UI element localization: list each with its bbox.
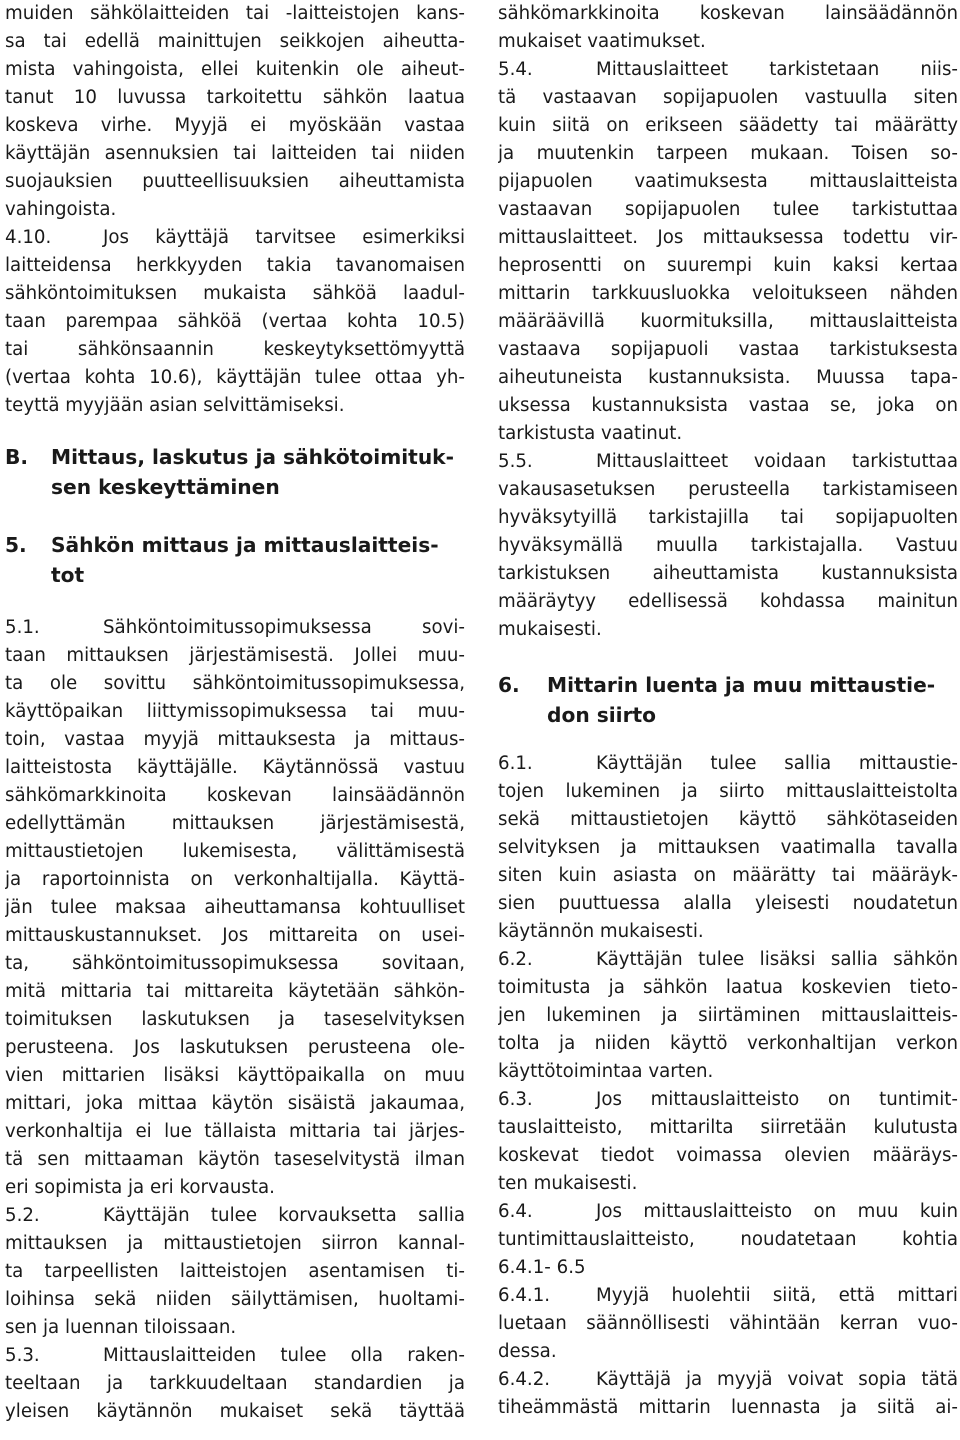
text-line: tojen lukeminen ja siirto mittauslaitteistolta — [498, 781, 958, 802]
text-line: tarkistuksen aiheuttamista kustannuksista — [498, 563, 958, 584]
text-line — [498, 56, 958, 84]
text-line: ta, sähköntoimitussopimuksessa sovitaan, — [5, 953, 465, 974]
text-line: koskevat tiedot voimassa olevien määräys- — [498, 1145, 958, 1166]
text-line: käyttöpaikan liittymissopimuksessa tai muu- — [5, 701, 465, 722]
text-span: Sähköntoimitussopimuksessa sovi- — [103, 617, 465, 638]
text-line: käytännön mukaisesti. — [498, 921, 704, 942]
text-line: luetaan säännöllisesti vähintään kerran vuo- — [498, 1313, 958, 1334]
text-span: Käyttäjän tulee lisäksi sallia sähkön — [596, 949, 958, 970]
text-line: yleisen käytännön mukaiset sekä täyttää — [5, 1401, 465, 1422]
text-line: tiheämmästä mittarin luennasta ja siitä ai- — [498, 1397, 958, 1418]
text-line: ja muutenkin tarpeen mukaan. Toisen so- — [498, 143, 958, 164]
section-number: 4.10. — [5, 227, 52, 248]
section-number: 5.1. — [5, 617, 40, 638]
text-line: mittauskustannukset. Jos mittareita on usei- — [5, 925, 465, 946]
text-line: siten kuin asiasta on määrätty tai määräyk- — [498, 865, 958, 886]
text-line: toin, vastaa myyjä mittauksesta ja mittaus- — [5, 729, 465, 750]
heading-text: Mittaus, laskutus ja sähkötoimituk- — [51, 445, 454, 469]
heading-b — [5, 442, 465, 472]
text-line — [5, 1202, 465, 1230]
section-number: 5.2. — [5, 1205, 40, 1226]
text-line — [5, 1342, 465, 1370]
paragraph-6-3 — [498, 1086, 958, 1198]
text-line: ten mukaisesti. — [498, 1173, 638, 1194]
heading-5 — [5, 530, 465, 560]
text-line: mista vahingoista, ellei kuitenkin ole aiheut- — [5, 59, 465, 80]
text-line: tarkistusta vaatinut. — [498, 423, 683, 444]
section-number: 5.5. — [498, 451, 533, 472]
text-line: aiheutuneista kustannuksista. Muussa tapa- — [498, 367, 958, 388]
text-line: uksessa kustannuksista vastaa se, joka on — [498, 395, 958, 416]
text-line: tai sähkönsaannin keskeytyksettömyyttä — [5, 339, 465, 360]
text-line: hyväksymällä muulla tarkistajalla. Vastuu — [498, 535, 958, 556]
text-line: 6.4.1- 6.5 — [498, 1257, 586, 1278]
text-line: jen lukeminen ja siirtäminen mittauslaitteis- — [498, 1005, 958, 1026]
text-span: Käyttäjän tulee korvauksetta sallia — [103, 1205, 465, 1226]
text-line: määräytyy edellisessä kohdassa mainitun — [498, 591, 958, 612]
section-number: 6.4.2. — [498, 1369, 551, 1390]
text-line — [498, 750, 958, 778]
heading-6-cont: don siirto — [547, 703, 657, 727]
text-line: hyväksytyillä tarkistajilla tai sopijapuolten — [498, 507, 958, 528]
text-line: verkonhaltija ei lue tällaista mittaria tai järjes- — [5, 1121, 465, 1142]
text-line: vien mittarien lisäksi käyttöpaikalla on muu — [5, 1065, 465, 1086]
text-line: sähkömarkkinoita koskevan lainsäädännön — [5, 785, 465, 806]
paragraph-4-9-continuation — [5, 0, 465, 224]
text-line: sähkömarkkinoita koskevan lainsäädännön — [498, 3, 958, 24]
text-line: tuntimittauslaitteisto, noudatetaan kohtia — [498, 1229, 958, 1250]
paragraph-4-10 — [5, 224, 465, 420]
text-line: sien puuttuessa alalla yleisesti noudatetun — [498, 893, 958, 914]
text-line: tä sen mittaaman käytön taseselvitystä ilman — [5, 1149, 465, 1170]
heading-b-cont: sen keskeyttäminen — [51, 475, 280, 499]
text-line: mittarin tarkkuusluokka veloitukseen nähden — [498, 283, 958, 304]
text-line: vastaava sopijapuoli vastaa tarkistuksesta — [498, 339, 958, 360]
text-line: eri sopimista ja eri korvausta. — [5, 1177, 275, 1198]
text-span: Mittauslaitteiden tulee olla raken- — [103, 1345, 465, 1366]
text-line: toimituksen laskutuksen ja taseselvityksen — [5, 1009, 465, 1030]
text-line: vastaavan sopijapuolen tulee tarkistuttaa — [498, 199, 958, 220]
section-number: 6.4.1. — [498, 1285, 551, 1306]
text-line: mittari, joka mittaa käytön sisäistä jakaumaa, — [5, 1093, 465, 1114]
text-line: perusteena. Jos laskutuksen perusteena ole- — [5, 1037, 465, 1058]
text-line — [5, 614, 465, 642]
right-column — [498, 0, 958, 1422]
text-span: Mittauslaitteet voidaan tarkistuttaa — [596, 451, 958, 472]
text-line: määräävillä kuormituksilla, mittauslaitteista — [498, 311, 958, 332]
text-line: mittaustietojen lukemisesta, välittämisestä — [5, 841, 465, 862]
text-line: tolta ja niiden käyttö verkonhaltijan verkon — [498, 1033, 958, 1054]
text-line: loihinsa sekä niiden säilyttämisen, huoltami- — [5, 1289, 465, 1310]
section-number: 6.4. — [498, 1201, 533, 1222]
text-line: edellyttämän mittauksen järjestämisestä, — [5, 813, 465, 834]
left-column — [5, 0, 465, 1426]
text-line: sähköntoimituksen mukaista sähköä laadul- — [5, 283, 465, 304]
text-line: laitteistosta käyttäjälle. Käytännössä vastuu — [5, 757, 465, 778]
section-number: 6.3. — [498, 1089, 533, 1110]
text-span: Käyttäjän tulee sallia mittaustie- — [596, 753, 958, 774]
text-line — [498, 1198, 958, 1226]
text-line: mitä mittaria tai mittareita käytetään sähkön- — [5, 981, 465, 1002]
text-line: jän tulee maksaa aiheuttamansa kohtuulliset — [5, 897, 465, 918]
paragraph-6-4 — [498, 1198, 958, 1282]
paragraph-5-3 — [5, 1342, 465, 1426]
text-line: käyttäjän asennuksien tai laitteiden tai niiden — [5, 143, 465, 164]
heading-5-cont: tot — [51, 563, 85, 587]
paragraph-6-2 — [498, 946, 958, 1086]
text-line: ta tarpeellisten laitteistojen asentamisen ti- — [5, 1261, 465, 1282]
heading-text: Mittarin luenta ja muu mittaustie- — [547, 673, 936, 697]
heading-number: 6. — [498, 673, 520, 697]
text-line: tä vastaavan sopijapuolen vastuulla siten — [498, 87, 958, 108]
text-line: vakausasetuksen perusteella tarkistamiseen — [498, 479, 958, 500]
text-line: ta ole sovittu sähköntoimitussopimuksessa, — [5, 673, 465, 694]
text-line: dessa. — [498, 1341, 557, 1362]
text-line: pijapuolen vaatimuksesta mittauslaitteista — [498, 171, 958, 192]
text-span: Jos mittauslaitteisto on muu kuin — [596, 1201, 958, 1222]
text-span: Mittauslaitteet tarkistetaan niis- — [596, 59, 958, 80]
text-line — [498, 1282, 958, 1310]
paragraph-5-5 — [498, 448, 958, 644]
paragraph-6-4-1 — [498, 1282, 958, 1366]
text-line — [5, 224, 465, 252]
text-line: kuin siitä on erikseen säädetty tai määrätty — [498, 115, 958, 136]
text-line — [498, 1366, 958, 1394]
text-line — [498, 448, 958, 476]
heading-6 — [498, 670, 958, 700]
section-number: 6.2. — [498, 949, 533, 970]
text-line: heprosentti on suurempi kuin kaksi kertaa — [498, 255, 958, 276]
heading-number: B. — [5, 445, 29, 469]
paragraph-5-3-continuation — [498, 0, 958, 56]
text-line: laitteidensa herkkyyden takia tavanomaisen — [5, 255, 465, 276]
text-line: ja raportoinnista on verkonhaltijalla. Käyttä- — [5, 869, 465, 890]
text-line: tanut 10 luvussa tarkoitettu sähkön laatua — [5, 87, 465, 108]
paragraph-6-4-2 — [498, 1366, 958, 1422]
heading-text: Sähkön mittaus ja mittauslaitteis- — [51, 533, 439, 557]
paragraph-6-1 — [498, 750, 958, 946]
text-line: mittauksen ja mittaustietojen siirron kannal- — [5, 1233, 465, 1254]
text-line: vahingoista. — [5, 199, 117, 220]
section-number: 5.4. — [498, 59, 533, 80]
text-line: mukaisesti. — [498, 619, 602, 640]
text-line: käyttötoimintaa varten. — [498, 1061, 714, 1082]
text-line: toimitusta ja sähkön laatua koskevien tieto- — [498, 977, 958, 998]
text-line: taan parempaa sähköä (vertaa kohta 10.5) — [5, 311, 465, 332]
heading-number: 5. — [5, 533, 27, 557]
text-line — [498, 1086, 958, 1114]
section-number: 6.1. — [498, 753, 533, 774]
text-line: teyttä myyjään asian selvittämiseksi. — [5, 395, 345, 416]
paragraph-5-1 — [5, 614, 465, 1202]
text-span: Jos mittauslaitteisto on tuntimit- — [596, 1089, 958, 1110]
text-span: Myyjä huolehtii siitä, että mittari — [596, 1285, 958, 1306]
paragraph-5-4 — [498, 56, 958, 448]
text-span: Jos käyttäjä tarvitsee esimerkiksi — [103, 227, 465, 248]
text-line: sen ja luennan tiloissaan. — [5, 1317, 237, 1338]
text-line: muiden sähkölaitteiden tai -laitteistojen kans- — [5, 3, 465, 24]
text-line: tauslaitteisto, mittarilta siirretään kulutusta — [498, 1117, 958, 1138]
text-line: teeltaan ja tarkkuudeltaan standardien ja — [5, 1373, 465, 1394]
section-number: 5.3. — [5, 1345, 40, 1366]
text-line: suojauksien puutteellisuuksien aiheuttamista — [5, 171, 465, 192]
text-span: Käyttäjä ja myyjä voivat sopia tätä — [596, 1369, 958, 1390]
text-line — [498, 946, 958, 974]
text-line: mittauslaitteet. Jos mittauksessa todettu vir- — [498, 227, 958, 248]
text-line: taan mittauksen järjestämisestä. Jollei muu- — [5, 645, 465, 666]
text-line: selvityksen ja mittauksen vaatimalla tavalla — [498, 837, 958, 858]
paragraph-5-2 — [5, 1202, 465, 1342]
text-line: mukaiset vaatimukset. — [498, 31, 706, 52]
text-line: sekä mittaustietojen käyttö sähkötaseiden — [498, 809, 958, 830]
text-line: sa tai edellä mainittujen seikkojen aiheutta- — [5, 31, 465, 52]
text-line: (vertaa kohta 10.6), käyttäjän tulee ottaa yh- — [5, 367, 465, 388]
text-line: koskeva virhe. Myyjä ei myöskään vastaa — [5, 115, 465, 136]
